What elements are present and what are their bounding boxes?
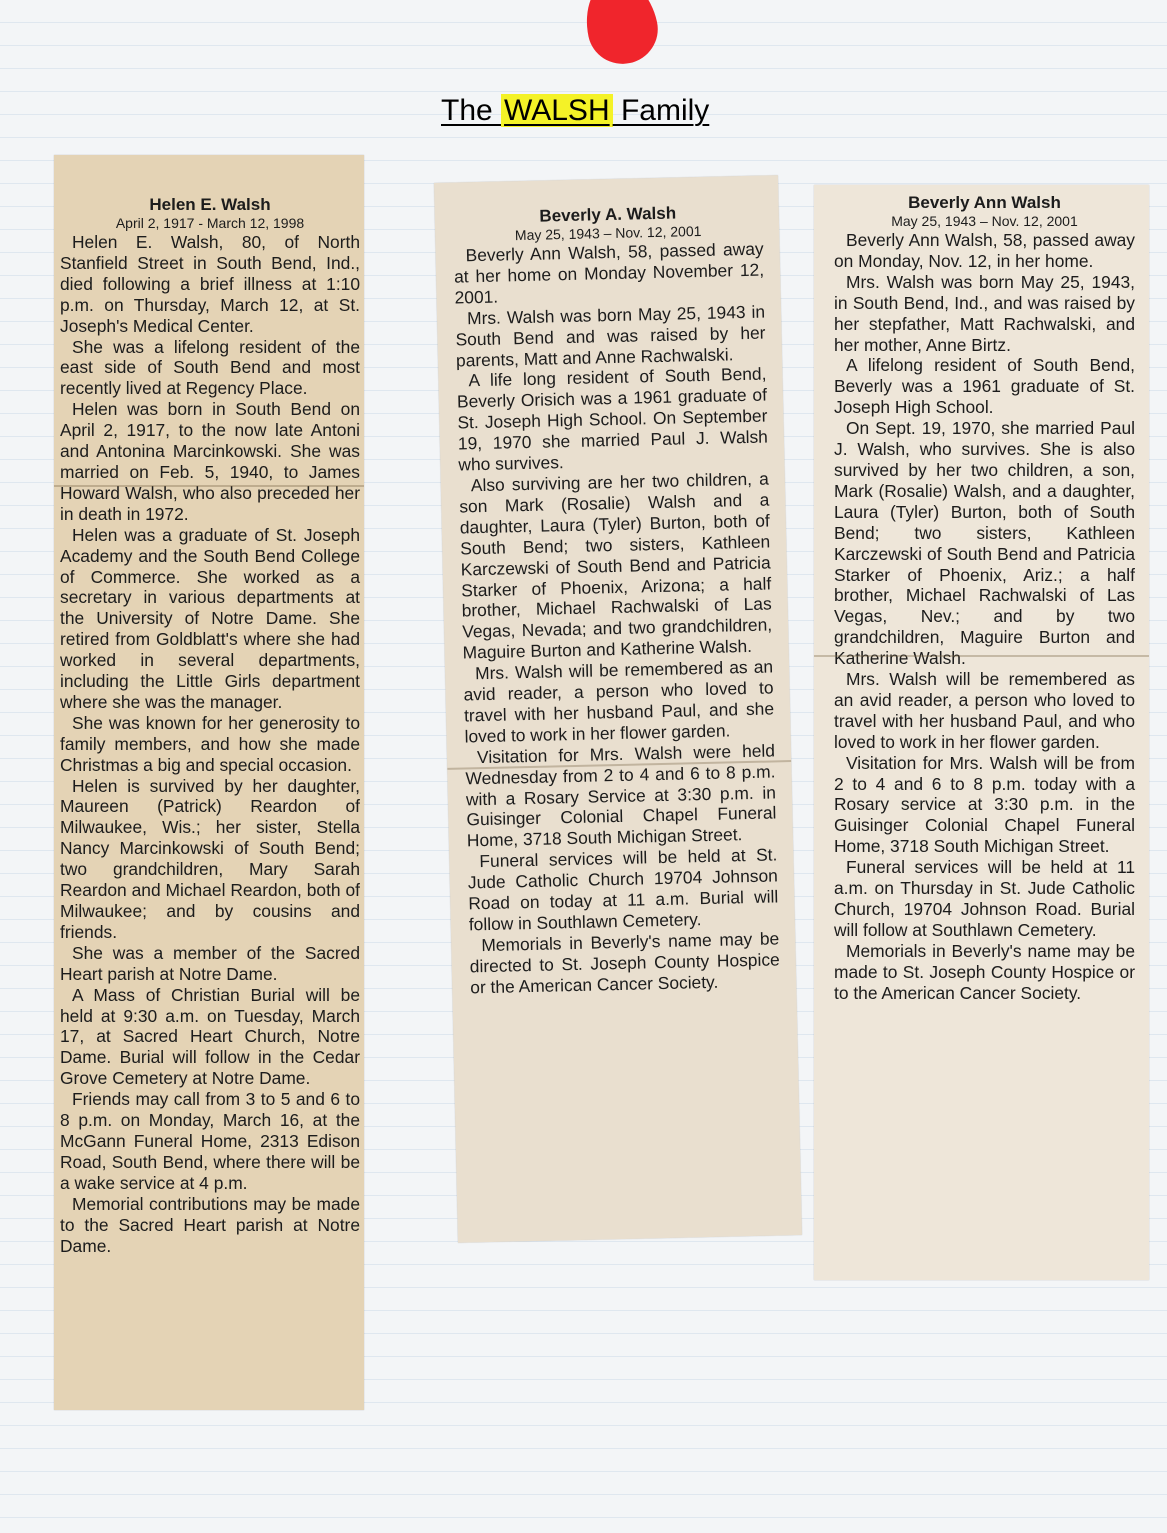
obituary-clipping-beverly-ann [814, 185, 1149, 1280]
obituary-paragraph: Funeral services will be held at 11 a.m. on Thursday in St. Jude Catholic Church, 19704 Johnson Road. Burial will follow at Southlawn Cemetery. [834, 857, 1135, 940]
obituary-paragraph: Helen was born in South Bend on April 2, 1917, to the now late Antoni and Antonina Marcinkowski. She was married on Feb. 5, 1940, to James Howard Walsh, who also preceded her in death in 1972. [60, 399, 360, 524]
obituary-dates: May 25, 1943 – Nov. 12, 2001 [514, 222, 702, 244]
clipping-fold-line [54, 485, 364, 487]
title-prefix: The [441, 94, 502, 127]
obituary-paragraph: Also surviving are her two children, a son Mark (Rosalie) Walsh and a daughter, Laura (Tyler) Burton, both of South Bend; two sisters, Kathleen Karczewski of South Bend and Patricia Starker of Phoenix, Arizona; a half brother, Michael Rachwalski of Las Vegas, Nevada; and two grandchildren, Maguire Burton and Katherine Walsh. [459, 468, 773, 663]
obituary-paragraph: On Sept. 19, 1970, she married Paul J. Walsh, who survives. She is also survived by her two children, a son, Mark (Rosalie) Walsh, and a daughter, Laura (Tyler) Burton, both of South Bend; two sisters, Kathleen Karczewski of South Bend and Patricia Starker of Phoenix, Ariz.; a half brother, Michael Rachwalski of Las Vegas, Nev.; and by two grandchildren, Maguire Burton and Katherine Walsh. [834, 418, 1135, 669]
obituary-paragraph: Visitation for Mrs. Walsh were held Wednesday from 2 to 4 and 6 to 8 p.m. with a Rosary Service at 3:30 p.m. in Guisinger Colonial Chapel Funeral Home, 3718 South Michigan Street. [465, 740, 777, 851]
obituary-paragraph: Funeral services will be held at St. Jude Catholic Church 19704 Johnson Road on today at 11 a.m. Burial will follow in Southlawn Cemetery. [467, 844, 779, 935]
obituary-paragraph: Memorials in Beverly's name may be directed to St. Joseph County Hospice or the American Cancer Society. [469, 928, 780, 998]
obituary-paragraph: Mrs. Walsh will be remembered as an avid reader, a person who loved to travel with her husband Paul, and she loved to work in her flower garden. [463, 656, 775, 747]
obituary-paragraph: Beverly Ann Walsh, 58, passed away on Monday, Nov. 12, in her home. [834, 230, 1135, 271]
obituary-paragraph: Mrs. Walsh was born May 25, 1943 in South Bend and was raised by her parents, Matt and Anne Rachwalski. [455, 301, 766, 371]
obituary-dates: May 25, 1943 – Nov. 12, 2001 [891, 213, 1078, 229]
obituary-paragraph: Memorial contributions may be made to the Sacred Heart parish at Notre Dame. [60, 1193, 360, 1256]
obituary-paragraph: Mrs. Walsh was born May 25, 1943, in South Bend, Ind., and was raised by her stepfather, Matt Rachwalski, and her mother, Anne Birtz. [834, 271, 1135, 355]
obituary-paragraph: Memorials in Beverly's name may be made to St. Joseph County Hospice or to the American Cancer Society. [834, 940, 1135, 1003]
title-highlight: WALSH [501, 94, 613, 127]
obituary-paragraph: She was a lifelong resident of the east side of South Bend and most recently lived at Regency Place. [60, 336, 360, 399]
obituary-paragraph: Visitation for Mrs. Walsh will be from 2 to 4 and 6 to 8 p.m. today with a Rosary service at 3:30 p.m. in the Guisinger Colonial Chapel Funeral Home, 3718 South Michigan Street. [834, 752, 1135, 857]
obituary-paragraph: Mrs. Walsh will be remembered as an avid reader, a person who loved to travel with her husband Paul, and who loved to work in her flower garden. [834, 669, 1135, 752]
obituary-paragraph: Helen is survived by her daughter, Maureen (Patrick) Reardon of Milwaukee, Wis.; her sister, Stella Nancy Marcinkowski of South Bend; two grandchildren, Mary Sarah Reardon and Michael Reardon, both of Milwaukee; and by cousins and friends. [60, 775, 360, 942]
obituary-clipping-helen [54, 155, 364, 1410]
obituary-paragraph: Helen E. Walsh, 80, of North Stanfield Street in South Bend, Ind., died following a brief illness at 1:10 p.m. on Thursday, March 12, at St. Joseph's Medical Center. [60, 232, 360, 336]
obituary-paragraph: She was known for her generosity to family members, and how she made Christmas a big and special occasion. [60, 712, 360, 775]
title-suffix: Family [612, 94, 710, 127]
clipping-fold-line [814, 655, 1149, 657]
obituary-paragraph: Friends may call from 3 to 5 and 6 to 8 p.m. on Monday, March 16, at the McGann Funeral Home, 2313 Edison Road, South Bend, where there will be a wake service at 4 p.m. [60, 1089, 360, 1193]
obituary-paragraph: A Mass of Christian Burial will be held at 9:30 a.m. on Tuesday, March 17, at Sacred Heart Church, Notre Dame. Burial will follow in the Cedar Grove Cemetery at Notre Dame. [60, 984, 360, 1089]
obituary-dates: April 2, 1917 - March 12, 1998 [115, 215, 305, 231]
red-tab-marker [578, 0, 664, 70]
obituary-name: Beverly A. Walsh [539, 203, 677, 226]
obituary-clipping-beverly-a [434, 175, 802, 1243]
obituary-paragraph: A life long resident of South Bend, Beverly Orisich was a 1961 graduate of St. Joseph High School. On September 19, 1970 she married Paul J. Walsh who survives. [456, 363, 769, 475]
obituary-paragraph: Beverly Ann Walsh, 58, passed away at her home on Monday November 12, 2001. [453, 238, 765, 308]
obituary-name: Beverly Ann Walsh [908, 193, 1061, 212]
obituary-name: Helen E. Walsh [149, 195, 271, 214]
obituary-paragraph: She was a member of the Sacred Heart parish at Notre Dame. [60, 942, 360, 984]
obituary-paragraph: A lifelong resident of South Bend, Beverly was a 1961 graduate of St. Joseph High School. [834, 355, 1135, 418]
obituary-paragraph: Helen was a graduate of St. Joseph Academy and the South Bend College of Commerce. She worked as a secretary in various departments at the University of Notre Dame. She retired from Goldblatt's where she had worked in several departments, including the Little Girls department where she was the manager. [60, 524, 360, 712]
page-title [441, 94, 709, 128]
